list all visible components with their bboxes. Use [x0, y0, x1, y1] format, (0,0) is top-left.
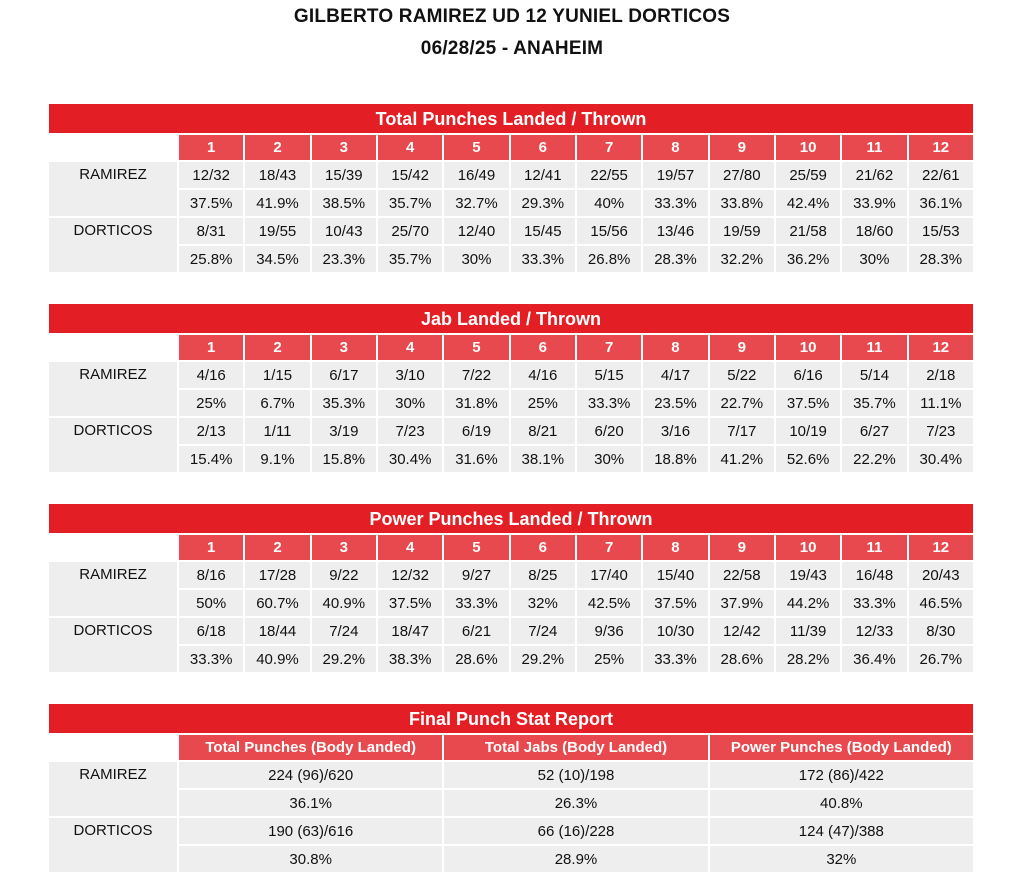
final-value-cell: 52 (10)/198	[444, 762, 707, 788]
percentage-cell: 33.8%	[710, 190, 774, 216]
landed-thrown-cell: 8/30	[909, 618, 973, 644]
landed-thrown-cell: 6/19	[444, 418, 508, 444]
landed-thrown-cell: 18/47	[378, 618, 442, 644]
landed-thrown-cell: 5/14	[842, 362, 906, 388]
landed-thrown-cell: 15/56	[577, 218, 641, 244]
landed-thrown-cell: 25/70	[378, 218, 442, 244]
landed-thrown-cell: 6/27	[842, 418, 906, 444]
final-column-header: Total Punches (Body Landed)	[179, 735, 442, 760]
percentage-cell: 31.8%	[444, 390, 508, 416]
landed-thrown-cell: 7/24	[312, 618, 376, 644]
round-number: 2	[245, 135, 309, 160]
fighter-name: DORTICOS	[49, 418, 177, 472]
percentage-cell: 6.7%	[245, 390, 309, 416]
landed-thrown-cell: 5/15	[577, 362, 641, 388]
percentage-cell: 44.2%	[776, 590, 840, 616]
round-number: 12	[909, 335, 973, 360]
percentage-cell: 28.6%	[444, 646, 508, 672]
percentage-cell: 35.7%	[378, 246, 442, 272]
round-number: 4	[378, 335, 442, 360]
round-number: 6	[511, 335, 575, 360]
landed-thrown-cell: 12/40	[444, 218, 508, 244]
landed-thrown-cell: 8/16	[179, 562, 243, 588]
landed-thrown-cell: 8/25	[511, 562, 575, 588]
percentage-cell: 25.8%	[179, 246, 243, 272]
landed-thrown-cell: 12/32	[179, 162, 243, 188]
final-pct-cell: 28.9%	[444, 846, 707, 872]
landed-thrown-cell: 10/30	[643, 618, 707, 644]
percentage-cell: 33.3%	[577, 390, 641, 416]
percentage-cell: 22.2%	[842, 446, 906, 472]
percentage-cell: 11.1%	[909, 390, 973, 416]
final-report-table	[47, 733, 975, 874]
landed-thrown-cell: 8/21	[511, 418, 575, 444]
percentage-cell: 52.6%	[776, 446, 840, 472]
landed-thrown-cell: 16/48	[842, 562, 906, 588]
round-number: 8	[643, 535, 707, 560]
jab-section	[49, 304, 973, 474]
fighter-name: RAMIREZ	[49, 562, 177, 616]
header-spacer	[49, 135, 177, 160]
report-title: GILBERTO RAMIREZ UD 12 YUNIEL DORTICOS	[293, 6, 731, 27]
round-number: 5	[444, 135, 508, 160]
landed-thrown-cell: 12/32	[378, 562, 442, 588]
final-value-cell: 224 (96)/620	[179, 762, 442, 788]
power-punches-section	[49, 504, 973, 674]
percentage-cell: 33.3%	[842, 590, 906, 616]
percentage-cell: 25%	[179, 390, 243, 416]
fighter-pct-row	[49, 590, 973, 616]
landed-thrown-cell: 1/15	[245, 362, 309, 388]
final-value-cell: 66 (16)/228	[444, 818, 707, 844]
percentage-cell: 37.5%	[179, 190, 243, 216]
round-number: 1	[179, 335, 243, 360]
fighter-pct-row	[49, 190, 973, 216]
percentage-cell: 15.8%	[312, 446, 376, 472]
round-number: 7	[577, 535, 641, 560]
landed-thrown-cell: 9/27	[444, 562, 508, 588]
final-report-section	[49, 704, 973, 874]
header-spacer	[49, 535, 177, 560]
final-pct-row	[49, 846, 973, 872]
landed-thrown-cell: 15/53	[909, 218, 973, 244]
landed-thrown-cell: 22/58	[710, 562, 774, 588]
landed-thrown-cell: 17/40	[577, 562, 641, 588]
landed-thrown-cell: 12/42	[710, 618, 774, 644]
percentage-cell: 35.7%	[378, 190, 442, 216]
round-number: 2	[245, 535, 309, 560]
section-title: Final Punch Stat Report	[49, 704, 973, 733]
landed-thrown-cell: 6/17	[312, 362, 376, 388]
fighter-pct-row	[49, 446, 973, 472]
percentage-cell: 32.2%	[710, 246, 774, 272]
section-title: Total Punches Landed / Thrown	[49, 104, 973, 133]
percentage-cell: 35.7%	[842, 390, 906, 416]
landed-thrown-cell: 5/22	[710, 362, 774, 388]
round-number: 9	[710, 135, 774, 160]
round-number: 1	[179, 135, 243, 160]
landed-thrown-cell: 15/45	[511, 218, 575, 244]
percentage-cell: 36.1%	[909, 190, 973, 216]
percentage-cell: 18.8%	[643, 446, 707, 472]
percentage-cell: 23.3%	[312, 246, 376, 272]
percentage-cell: 50%	[179, 590, 243, 616]
section-title: Jab Landed / Thrown	[49, 304, 973, 333]
round-header-row	[49, 535, 973, 560]
round-number: 7	[577, 335, 641, 360]
percentage-cell: 38.1%	[511, 446, 575, 472]
landed-thrown-cell: 18/43	[245, 162, 309, 188]
landed-thrown-cell: 19/57	[643, 162, 707, 188]
percentage-cell: 46.5%	[909, 590, 973, 616]
round-header-row	[49, 335, 973, 360]
landed-thrown-cell: 2/18	[909, 362, 973, 388]
percentage-cell: 28.3%	[909, 246, 973, 272]
final-column-header: Total Jabs (Body Landed)	[444, 735, 707, 760]
landed-thrown-cell: 10/19	[776, 418, 840, 444]
percentage-cell: 25%	[577, 646, 641, 672]
round-number: 3	[312, 535, 376, 560]
landed-thrown-cell: 9/22	[312, 562, 376, 588]
final-value-cell: 190 (63)/616	[179, 818, 442, 844]
percentage-cell: 36.4%	[842, 646, 906, 672]
section-title: Power Punches Landed / Thrown	[49, 504, 973, 533]
fighter-name: DORTICOS	[49, 618, 177, 672]
percentage-cell: 40%	[577, 190, 641, 216]
percentage-cell: 33.9%	[842, 190, 906, 216]
percentage-cell: 42.4%	[776, 190, 840, 216]
round-number: 11	[842, 135, 906, 160]
total-punches-table	[47, 133, 975, 274]
landed-thrown-cell: 19/43	[776, 562, 840, 588]
fighter-pct-row	[49, 246, 973, 272]
fighter-name: DORTICOS	[49, 818, 177, 872]
percentage-cell: 22.7%	[710, 390, 774, 416]
final-pct-cell: 40.8%	[710, 790, 973, 816]
round-number: 12	[909, 535, 973, 560]
final-pct-cell: 26.3%	[444, 790, 707, 816]
header-spacer	[49, 335, 177, 360]
percentage-cell: 26.7%	[909, 646, 973, 672]
landed-thrown-cell: 3/10	[378, 362, 442, 388]
landed-thrown-cell: 21/62	[842, 162, 906, 188]
percentage-cell: 31.6%	[444, 446, 508, 472]
percentage-cell: 37.9%	[710, 590, 774, 616]
round-number: 5	[444, 535, 508, 560]
round-number: 8	[643, 335, 707, 360]
round-number: 3	[312, 135, 376, 160]
percentage-cell: 28.2%	[776, 646, 840, 672]
round-number: 9	[710, 335, 774, 360]
landed-thrown-cell: 15/39	[312, 162, 376, 188]
final-values-row	[49, 762, 973, 788]
percentage-cell: 37.5%	[776, 390, 840, 416]
percentage-cell: 42.5%	[577, 590, 641, 616]
final-pct-row	[49, 790, 973, 816]
landed-thrown-cell: 22/55	[577, 162, 641, 188]
percentage-cell: 38.5%	[312, 190, 376, 216]
percentage-cell: 30.4%	[378, 446, 442, 472]
landed-thrown-cell: 3/19	[312, 418, 376, 444]
percentage-cell: 34.5%	[245, 246, 309, 272]
landed-thrown-cell: 18/44	[245, 618, 309, 644]
round-number: 1	[179, 535, 243, 560]
fighter-pct-row	[49, 646, 973, 672]
percentage-cell: 29.2%	[312, 646, 376, 672]
landed-thrown-cell: 9/36	[577, 618, 641, 644]
round-number: 10	[776, 335, 840, 360]
percentage-cell: 29.2%	[511, 646, 575, 672]
round-number: 2	[245, 335, 309, 360]
final-header-row	[49, 735, 973, 760]
power-punches-table	[47, 533, 975, 674]
fighter-name: RAMIREZ	[49, 162, 177, 216]
jab-table	[47, 333, 975, 474]
landed-thrown-cell: 4/16	[511, 362, 575, 388]
percentage-cell: 30%	[378, 390, 442, 416]
fighter-landed-row	[49, 362, 973, 388]
percentage-cell: 15.4%	[179, 446, 243, 472]
fighter-landed-row	[49, 218, 973, 244]
percentage-cell: 30.4%	[909, 446, 973, 472]
landed-thrown-cell: 25/59	[776, 162, 840, 188]
percentage-cell: 41.9%	[245, 190, 309, 216]
landed-thrown-cell: 1/11	[245, 418, 309, 444]
landed-thrown-cell: 6/21	[444, 618, 508, 644]
landed-thrown-cell: 27/80	[710, 162, 774, 188]
landed-thrown-cell: 7/17	[710, 418, 774, 444]
percentage-cell: 9.1%	[245, 446, 309, 472]
total-punches-section	[49, 104, 973, 274]
fighter-name: RAMIREZ	[49, 762, 177, 816]
landed-thrown-cell: 4/17	[643, 362, 707, 388]
landed-thrown-cell: 16/49	[444, 162, 508, 188]
round-number: 11	[842, 535, 906, 560]
fighter-name: RAMIREZ	[49, 362, 177, 416]
landed-thrown-cell: 3/16	[643, 418, 707, 444]
final-pct-cell: 30.8%	[179, 846, 442, 872]
percentage-cell: 33.3%	[643, 646, 707, 672]
percentage-cell: 38.3%	[378, 646, 442, 672]
fighter-landed-row	[49, 618, 973, 644]
percentage-cell: 33.3%	[179, 646, 243, 672]
landed-thrown-cell: 18/60	[842, 218, 906, 244]
round-number: 5	[444, 335, 508, 360]
landed-thrown-cell: 19/59	[710, 218, 774, 244]
landed-thrown-cell: 17/28	[245, 562, 309, 588]
percentage-cell: 23.5%	[643, 390, 707, 416]
round-number: 4	[378, 135, 442, 160]
percentage-cell: 33.3%	[511, 246, 575, 272]
percentage-cell: 28.3%	[643, 246, 707, 272]
percentage-cell: 30%	[842, 246, 906, 272]
percentage-cell: 32%	[511, 590, 575, 616]
percentage-cell: 33.3%	[643, 190, 707, 216]
percentage-cell: 35.3%	[312, 390, 376, 416]
percentage-cell: 25%	[511, 390, 575, 416]
landed-thrown-cell: 7/23	[909, 418, 973, 444]
landed-thrown-cell: 12/33	[842, 618, 906, 644]
fighter-landed-row	[49, 162, 973, 188]
landed-thrown-cell: 7/23	[378, 418, 442, 444]
landed-thrown-cell: 6/16	[776, 362, 840, 388]
landed-thrown-cell: 15/42	[378, 162, 442, 188]
landed-thrown-cell: 2/13	[179, 418, 243, 444]
fighter-pct-row	[49, 390, 973, 416]
percentage-cell: 32.7%	[444, 190, 508, 216]
round-number: 3	[312, 335, 376, 360]
landed-thrown-cell: 6/20	[577, 418, 641, 444]
percentage-cell: 40.9%	[245, 646, 309, 672]
landed-thrown-cell: 7/24	[511, 618, 575, 644]
round-number: 10	[776, 535, 840, 560]
report-subtitle: 06/28/25 - ANAHEIM	[420, 38, 604, 59]
percentage-cell: 30%	[444, 246, 508, 272]
fighter-landed-row	[49, 418, 973, 444]
percentage-cell: 37.5%	[643, 590, 707, 616]
final-column-header: Power Punches (Body Landed)	[710, 735, 973, 760]
final-values-row	[49, 818, 973, 844]
landed-thrown-cell: 8/31	[179, 218, 243, 244]
round-number: 7	[577, 135, 641, 160]
round-number: 9	[710, 535, 774, 560]
round-number: 6	[511, 535, 575, 560]
percentage-cell: 41.2%	[710, 446, 774, 472]
final-value-cell: 124 (47)/388	[710, 818, 973, 844]
final-pct-cell: 32%	[710, 846, 973, 872]
percentage-cell: 40.9%	[312, 590, 376, 616]
round-number: 6	[511, 135, 575, 160]
landed-thrown-cell: 11/39	[776, 618, 840, 644]
landed-thrown-cell: 21/58	[776, 218, 840, 244]
percentage-cell: 33.3%	[444, 590, 508, 616]
landed-thrown-cell: 7/22	[444, 362, 508, 388]
landed-thrown-cell: 15/40	[643, 562, 707, 588]
percentage-cell: 37.5%	[378, 590, 442, 616]
landed-thrown-cell: 10/43	[312, 218, 376, 244]
round-header-row	[49, 135, 973, 160]
round-number: 12	[909, 135, 973, 160]
round-number: 10	[776, 135, 840, 160]
landed-thrown-cell: 4/16	[179, 362, 243, 388]
landed-thrown-cell: 12/41	[511, 162, 575, 188]
percentage-cell: 29.3%	[511, 190, 575, 216]
landed-thrown-cell: 22/61	[909, 162, 973, 188]
header-spacer	[49, 735, 177, 760]
final-value-cell: 172 (86)/422	[710, 762, 973, 788]
fighter-landed-row	[49, 562, 973, 588]
round-number: 8	[643, 135, 707, 160]
landed-thrown-cell: 6/18	[179, 618, 243, 644]
percentage-cell: 60.7%	[245, 590, 309, 616]
percentage-cell: 26.8%	[577, 246, 641, 272]
landed-thrown-cell: 13/46	[643, 218, 707, 244]
fighter-name: DORTICOS	[49, 218, 177, 272]
landed-thrown-cell: 20/43	[909, 562, 973, 588]
round-number: 11	[842, 335, 906, 360]
percentage-cell: 36.2%	[776, 246, 840, 272]
round-number: 4	[378, 535, 442, 560]
landed-thrown-cell: 19/55	[245, 218, 309, 244]
final-pct-cell: 36.1%	[179, 790, 442, 816]
percentage-cell: 30%	[577, 446, 641, 472]
percentage-cell: 28.6%	[710, 646, 774, 672]
